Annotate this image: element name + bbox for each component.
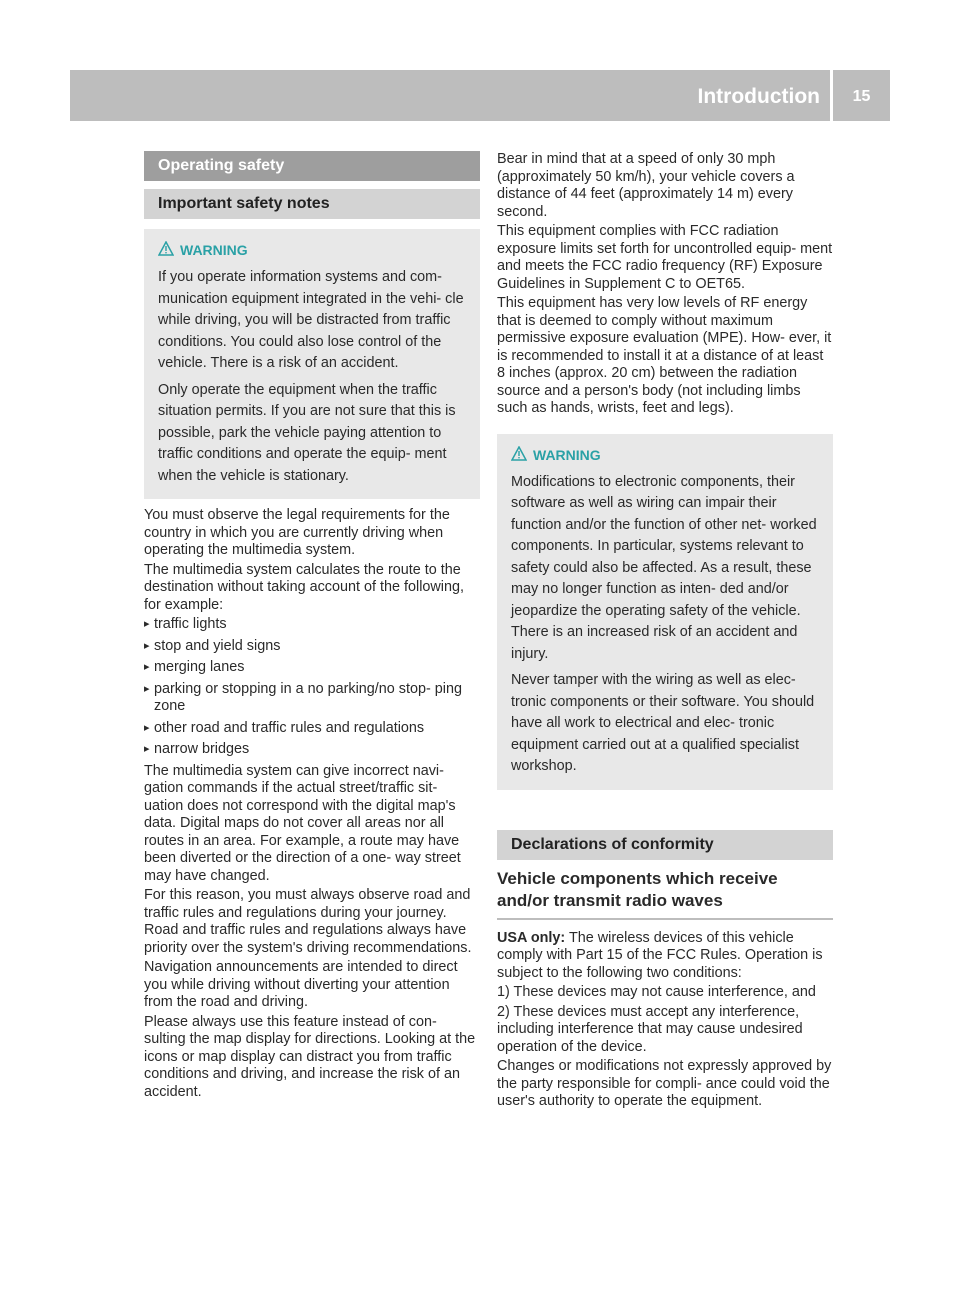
page-number: 15: [852, 88, 871, 105]
section-title-operating-safety: Operating safety: [144, 151, 480, 181]
body-paragraph: The multimedia system can give incorrect navi- gation commands if the actual street/traffic sit- uation does not correspond with the digital map's data. Digital maps do not cover all areas nor all routes in an area. For example, a route may have been diverted or the direction of a one- way street may have changed.: [144, 762, 461, 884]
section-title-declarations: Declarations of conformity: [497, 830, 833, 860]
warning-label: WARNING: [533, 446, 601, 463]
body-paragraph: This equipment has very low levels of RF energy that is deemed to comply without maximum permissive exposure evaluation (MPE). How- ever, it is recommended to install it at a distance of at least 8 inches (approx. 20 cm) between the radiation source and a person's body (not including limbs such as hands, wrists, feet and legs).: [497, 295, 832, 416]
list-item: ▸ other road and traffic rules and regulations: [144, 720, 480, 738]
warning-label: WARNING: [180, 242, 248, 258]
warning-paragraph: Never tamper with the wiring as well as elec- tronic components or their software. You should have all work to electrical and elec- tronic equipment carried out at a qualified specialist workshop.: [511, 672, 815, 774]
warning-paragraph: Modifications to electronic components, their software as well as wiring can impair their function and/or the function of other net- worked components. In particular, systems relevant to safety could also be affected. As a result, these may no longer function as inten- ded and/or jeopardize the operating safety of the vehicle. There is an increased risk of an accident and injury.: [511, 473, 817, 662]
warning-triangle-icon: [511, 446, 527, 464]
body-paragraph: The multimedia system calculates the route to the destination without taking account of the following, for example:: [144, 561, 464, 613]
list-item: ▸ parking or stopping in a no parking/no stop- ping zone: [144, 681, 480, 716]
warning-triangle-icon: [158, 241, 174, 259]
header-title: Introduction: [697, 85, 820, 108]
list-item: ▸ narrow bridges: [144, 741, 480, 759]
warning-header: [511, 444, 825, 466]
body-paragraph: This equipment complies with FCC radiation exposure limits set forth for uncontrolled equip- ment and meets the FCC radio frequency (RF) Exposure Guidelines in Supplement C to OET65.: [497, 223, 833, 292]
subsection-title-safety-notes: Important safety notes: [144, 189, 480, 219]
usa-only-label: USA only:: [497, 929, 566, 946]
subsection-title-radio-components: Vehicle components which receive and/or transmit radio waves: [497, 868, 833, 920]
body-paragraph: You must observe the legal requirements for the country in which you are currently driving when operating the multimedia system.: [144, 507, 450, 558]
list-item: ▸ merging lanes: [144, 659, 480, 677]
body-paragraph: Navigation announcements are intended to direct you while driving without diverting your attention from the road and driving.: [144, 959, 458, 1010]
condition-1: 1) These devices may not cause interference, and: [497, 984, 816, 1000]
right-column: [497, 151, 833, 1113]
usa-only-text: The wireless devices of this vehicle comply with Part 15 of the FCC Rules. Operation is subject to the following two conditions:: [497, 929, 823, 981]
list-item: ▸ traffic lights: [144, 616, 480, 634]
condition-2: 2) These devices must accept any interference, including interference that may cause undesired operation of the device.: [497, 1003, 803, 1055]
body-paragraph: Changes or modifications not expressly approved by the party responsible for compli- ance could void the user's authority to operate the equipment.: [497, 1058, 832, 1109]
warning-box: [144, 229, 480, 499]
bullet-list: [144, 616, 480, 759]
warning-header: [158, 239, 472, 261]
body-paragraph: For this reason, you must always observe road and traffic rules and regulations during your journey. Road and traffic rules and regulations always have priority over the system's driving recommendations.: [144, 887, 472, 956]
warning-paragraph: If you operate information systems and com- munication equipment integrated in the vehi- cle while driving, you will be distracted from traffic conditions. You could also lose control of the vehicle. There is a risk of an accident.: [158, 269, 464, 371]
warning-paragraph: Only operate the equipment when the traffic situation permits. If you are not sure that this is possible, park the vehicle paying attention to traffic conditions and operate the equip- ment when the vehicle is stationary.: [158, 381, 456, 484]
body-paragraph: Please always use this feature instead of con- sulting the map display for directions. Looking at the icons or map display can distract you from traffic conditions and driving, and increase the risk of an accident.: [144, 1013, 476, 1100]
left-column: [144, 151, 480, 1103]
warning-box: [497, 434, 833, 790]
list-item: ▸ stop and yield signs: [144, 638, 480, 656]
body-paragraph: Bear in mind that at a speed of only 30 mph (approximately 50 km/h), your vehicle covers a distance of 44 feet (approximately 14 m) every second.: [497, 151, 795, 220]
usa-only-paragraph: [497, 930, 833, 983]
page-header: [70, 70, 890, 121]
